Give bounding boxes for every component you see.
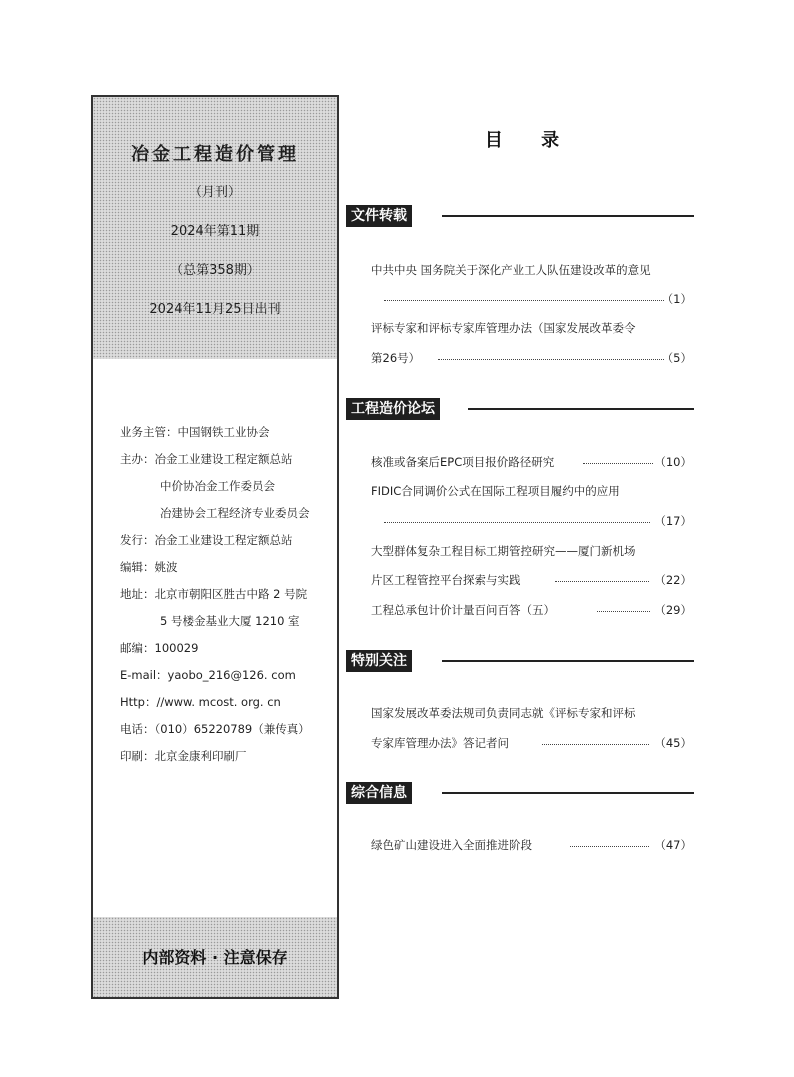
section-label: 工程造价论坛 xyxy=(346,398,440,420)
toc-entry-title-cont[interactable]: 第26号） xyxy=(371,351,421,365)
section-label: 文件转载 xyxy=(346,205,412,227)
info-supervisor: 业务主管：中国钢铁工业协会 xyxy=(120,425,270,439)
toc-entry-title[interactable]: 中共中央 国务院关于深化产业工人队伍建设改革的意见 xyxy=(371,263,651,277)
toc-entry-page: （10） xyxy=(654,455,692,469)
info-email: E-mail：yaobo_216@126. com xyxy=(120,668,296,682)
issue-number: 2024年第11期 xyxy=(170,224,260,239)
toc-entry-title-cont[interactable]: 专家库管理办法》答记者问 xyxy=(371,736,509,750)
journal-frequency: （月刊） xyxy=(188,185,241,200)
toc-heading: 目 录 xyxy=(484,130,576,151)
toc-entry-title-cont[interactable]: 片区工程管控平台探索与实践 xyxy=(371,573,521,587)
info-sponsor: 主办：冶金工业建设工程定额总站 xyxy=(120,452,293,466)
section-label: 特别关注 xyxy=(346,650,412,672)
toc-entry-title[interactable]: 核准或备案后EPC项目报价路径研究 xyxy=(371,455,555,469)
section-header-cost-forum xyxy=(346,398,694,420)
section-rule xyxy=(442,660,694,662)
info-editor: 编辑：姚波 xyxy=(120,560,178,574)
info-address-2: 5 号楼金基业大厦 1210 室 xyxy=(160,614,300,628)
info-website: Http：//www. mcost. org. cn xyxy=(120,695,281,709)
toc-entry-title[interactable]: 评标专家和评标专家库管理办法（国家发展改革委令 xyxy=(371,321,636,335)
toc-entry-page: （22） xyxy=(654,573,692,587)
journal-title: 冶金工程造价管理 xyxy=(131,144,299,165)
toc-entry-page: （29） xyxy=(654,603,692,617)
info-sponsor-2: 中价协冶金工作委员会 xyxy=(160,479,275,493)
dot-leader xyxy=(384,522,650,523)
info-sponsor-3: 冶建协会工程经济专业委员会 xyxy=(160,506,310,520)
toc-entry-title[interactable]: 国家发展改革委法规司负责同志就《评标专家和评标 xyxy=(371,706,636,720)
dot-leader xyxy=(583,463,653,464)
dot-leader xyxy=(384,300,664,301)
section-label: 综合信息 xyxy=(346,782,412,804)
dot-leader xyxy=(570,846,649,847)
section-header-general-info xyxy=(346,782,694,804)
dot-leader xyxy=(542,744,649,745)
total-issue-number: （总第358期） xyxy=(170,263,260,278)
toc-entry-title[interactable]: 工程总承包计价计量百问百答（五） xyxy=(371,603,555,617)
info-distributor: 发行：冶金工业建设工程定额总站 xyxy=(120,533,293,547)
dot-leader xyxy=(555,581,649,582)
toc-entry-page: （17） xyxy=(654,514,692,528)
toc-entry-page: （47） xyxy=(654,838,692,852)
section-rule xyxy=(468,408,694,410)
toc-entry-page: （1） xyxy=(661,292,692,306)
toc-entry-title[interactable]: 大型群体复杂工程目标工期管控研究——厦门新机场 xyxy=(371,544,636,558)
toc-entry-title[interactable]: FIDIC合同调价公式在国际工程项目履约中的应用 xyxy=(371,484,620,498)
section-header-document-reprint xyxy=(346,205,694,227)
publish-date: 2024年11月25日出刊 xyxy=(149,302,281,317)
toc-entry-title[interactable]: 绿色矿山建设进入全面推进阶段 xyxy=(371,838,532,852)
section-header-special-focus xyxy=(346,650,694,672)
section-rule xyxy=(442,792,694,794)
journal-info-panel xyxy=(91,95,339,999)
toc-entry-page: （5） xyxy=(661,351,692,365)
info-phone: 电话：（010）65220789（兼传真） xyxy=(120,722,310,736)
toc-entry-page: （45） xyxy=(654,736,692,750)
section-rule xyxy=(442,215,694,217)
info-printer: 印刷：北京金康利印刷厂 xyxy=(120,749,247,763)
footer-band xyxy=(93,917,337,997)
masthead xyxy=(93,97,337,359)
internal-notice: 内部资料 · 注意保存 xyxy=(142,948,288,967)
info-postcode: 邮编：100029 xyxy=(120,641,199,655)
info-address: 地址：北京市朝阳区胜古中路 2 号院 xyxy=(120,587,308,601)
dot-leader xyxy=(597,611,650,612)
dot-leader xyxy=(438,359,664,360)
